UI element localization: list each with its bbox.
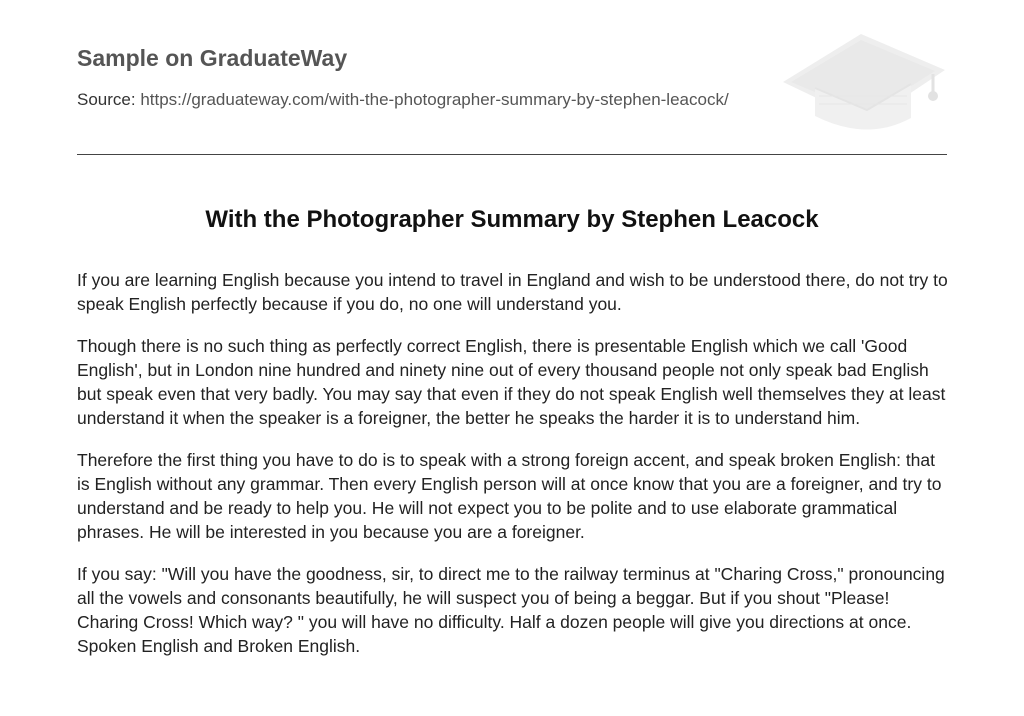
source-line [77,89,729,111]
body-paragraph: If you are learning English because you intend to travel in England and wish to be understood there, do not try to speak English perfectly because if you do, no one will understand you. [77,270,948,314]
graduation-cap-icon [781,30,947,134]
document-body [77,268,949,676]
body-paragraph: Therefore the first thing you have to do is to speak with a strong foreign accent, and speak broken English: that is English without any grammar. Then every English person will at once know that you are a foreigner, and try to understand and be ready to help you. He will not expect you to be polite and to use elaborate grammatical phrases. He will be interested in you because you are a foreigner. [77,450,942,542]
source-label: Source: [77,90,136,109]
header-divider [77,154,947,155]
body-paragraph: Though there is no such thing as perfectly correct English, there is presentable English which we call 'Good English', but in London nine hundred and ninety nine out of every thousand people not only speak bad English but speak even that very badly. You may say that even if they do not speak English well themselves they at least understand it when the speaker is a foreigner, the better he speaks the harder it is to understand him. [77,336,946,428]
source-link[interactable]: https://graduateway.com/with-the-photographer-summary-by-stephen-leacock/ [140,90,729,109]
body-paragraph: If you say: "Will you have the goodness, sir, to direct me to the railway terminus at "Charing Cross," pronouncing all the vowels and consonants beautifully, he will suspect you of being a beggar. But if you shout "Please! Charing Cross! Which way? " you will have no difficulty. Half a dozen people will give you directions at once. Spoken English and Broken English. [77,564,945,656]
document-title: With the Photographer Summary by Stephen Leacock [205,206,819,233]
site-title: Sample on GraduateWay [77,45,348,71]
